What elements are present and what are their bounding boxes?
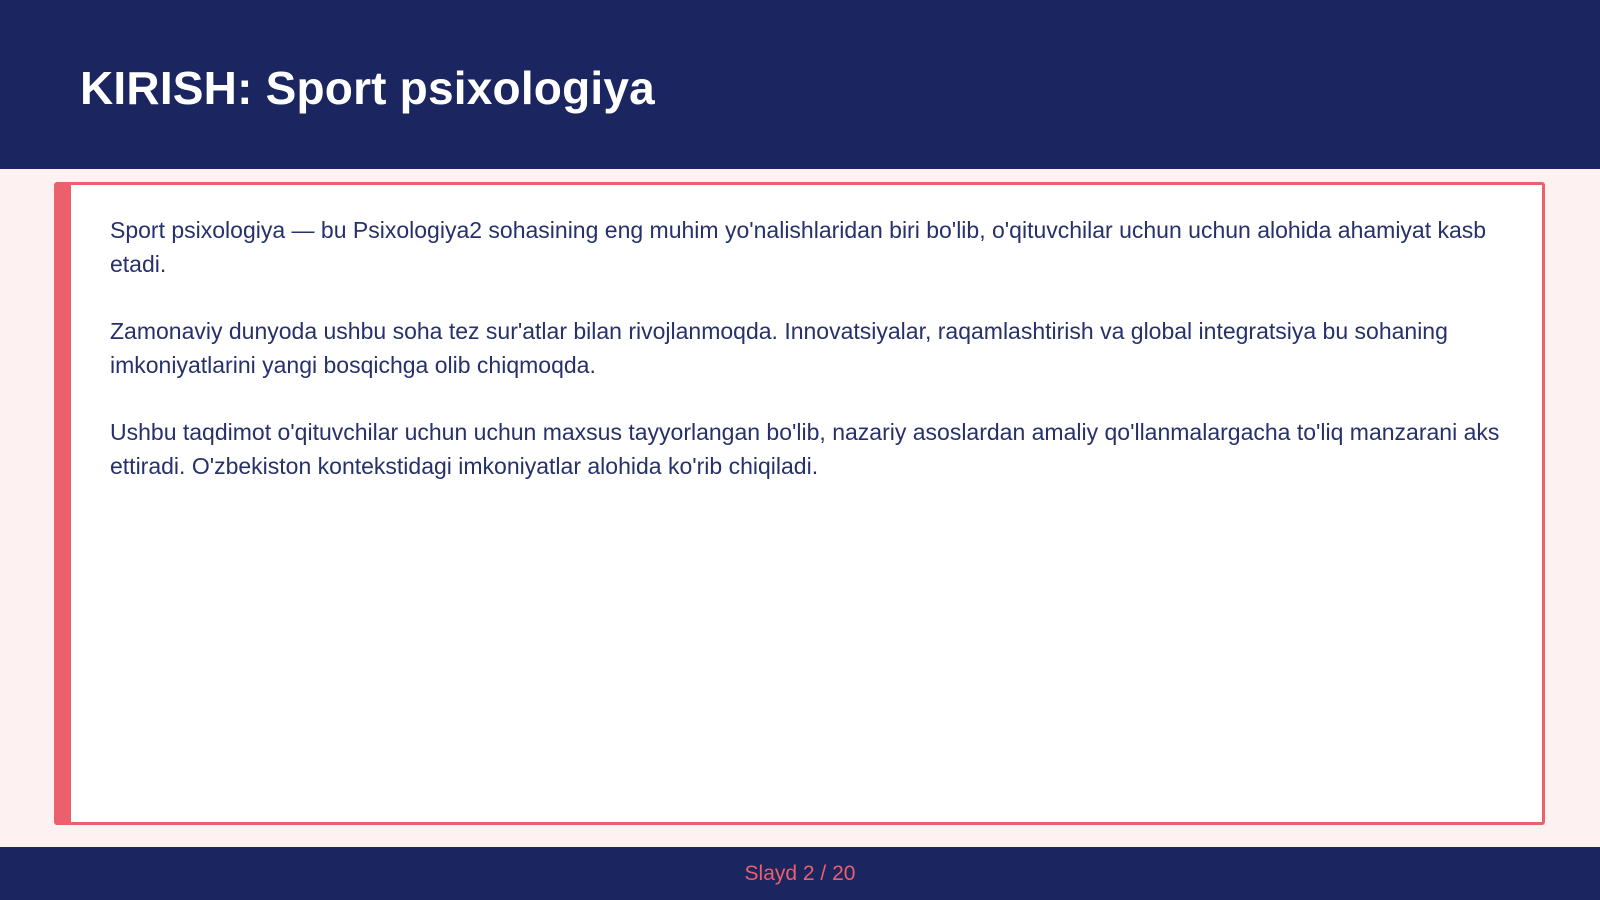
slide-counter: Slayd 2 / 20 [744,861,856,885]
content-text [110,213,1510,516]
slide-footer [0,847,1600,900]
paragraph-modern-world: Zamonaviy dunyoda ushbu soha tez sur'atlar bilan rivojlanmoqda. Innovatsiyalar, raqamlashtirish va global integratsiya bu sohaning imkoniyatlarini yangi bosqichga olib chiqmoqda. [110,318,1448,378]
content-card [54,182,1545,825]
paragraph-intro: Sport psixologiya — bu Psixologiya2 sohasining eng muhim yo'nalishlaridan biri bo'lib, o'qituvchilar uchun uchun alohida ahamiyat kasb etadi. [110,217,1487,277]
paragraph-presentation-scope: Ushbu taqdimot o'qituvchilar uchun uchun maxsus tayyorlangan bo'lib, nazariy asoslardan amaliy qo'llanmalargacha to'liq manzarani aks ettiradi. O'zbekiston kontekstidagi imkoniyatlar alohida ko'rib chiqiladi. [110,419,1500,479]
slide-title: KIRISH: Sport psixologiya [80,62,655,114]
slide-header [0,0,1600,169]
